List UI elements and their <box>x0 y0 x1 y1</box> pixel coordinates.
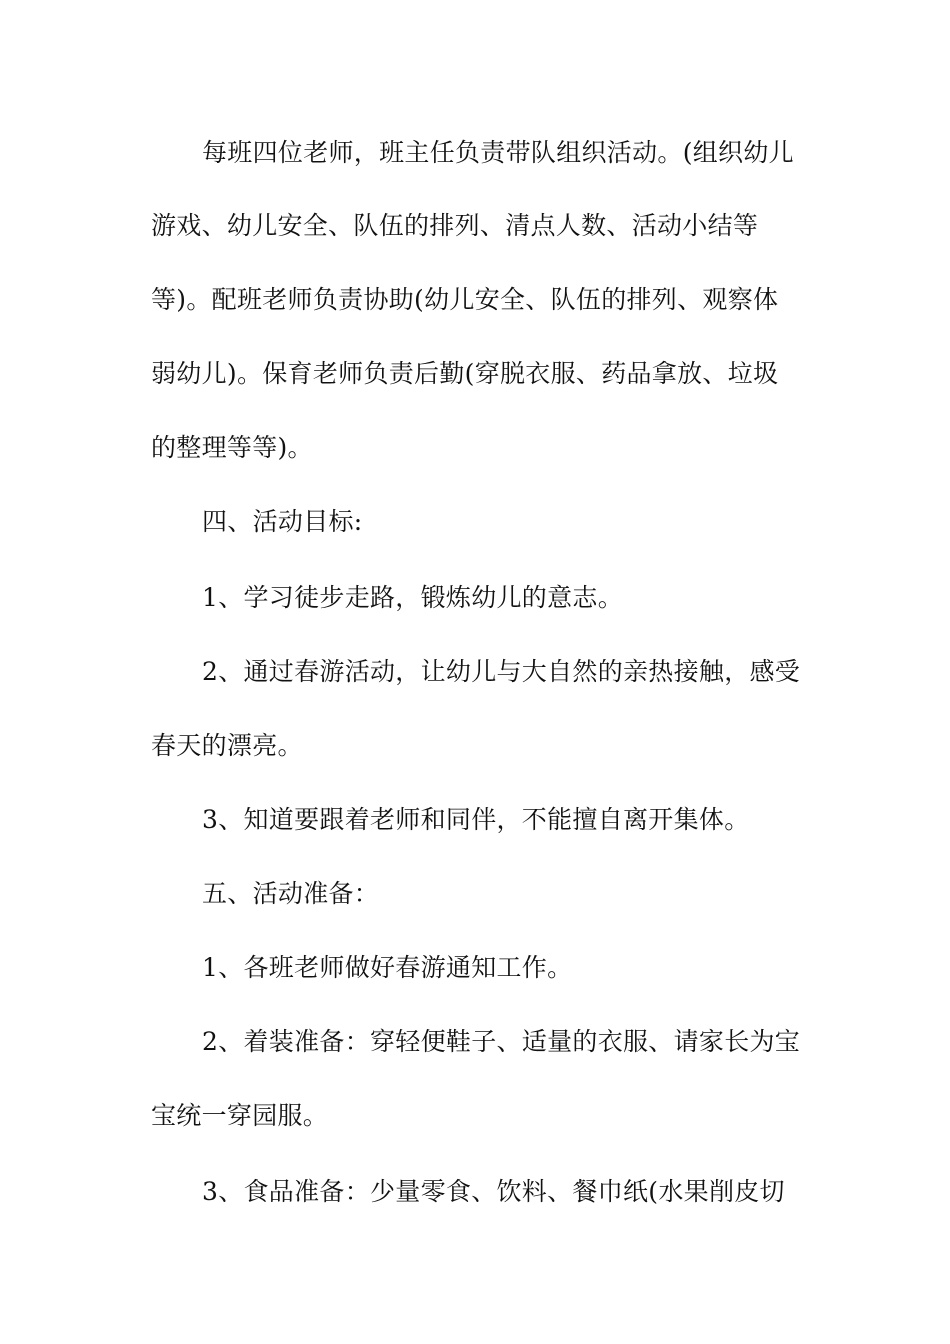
paragraph-teacher-roles-line-3: 等)。配班老师负责协助(幼儿安全、队伍的排列、观察体 <box>151 285 779 314</box>
preparation-item-2-line-1: 2、着装准备：穿轻便鞋子、适量的衣服、请家长为宝 <box>202 1027 801 1056</box>
section-heading-activity-preparation: 五、活动准备： <box>202 879 380 908</box>
paragraph-teacher-roles-line-4: 弱幼儿)。保育老师负责后勤(穿脱衣服、药品拿放、垃圾 <box>151 359 779 388</box>
paragraph-teacher-roles-line-2: 游戏、幼儿安全、队伍的排列、清点人数、活动小结等 <box>151 211 759 240</box>
preparation-item-2-line-2: 宝统一穿园服。 <box>151 1101 329 1130</box>
goal-item-3: 3、知道要跟着老师和同伴，不能擅自离开集体。 <box>202 805 750 834</box>
goal-item-2-line-2: 春天的漂亮。 <box>151 731 303 760</box>
paragraph-teacher-roles-line-1: 每班四位老师，班主任负责带队组织活动。(组织幼儿 <box>202 138 794 167</box>
section-heading-activity-goals: 四、活动目标: <box>202 507 363 536</box>
goal-item-2-line-1: 2、通过春游活动，让幼儿与大自然的亲热接触，感受 <box>202 657 801 686</box>
paragraph-teacher-roles-line-5: 的整理等等)。 <box>151 433 313 462</box>
preparation-item-1: 1、各班老师做好春游通知工作。 <box>202 953 573 982</box>
goal-item-1: 1、学习徒步走路，锻炼幼儿的意志。 <box>202 583 624 612</box>
preparation-item-3-line-1: 3、食品准备：少量零食、饮料、餐巾纸(水果削皮切 <box>202 1177 785 1206</box>
